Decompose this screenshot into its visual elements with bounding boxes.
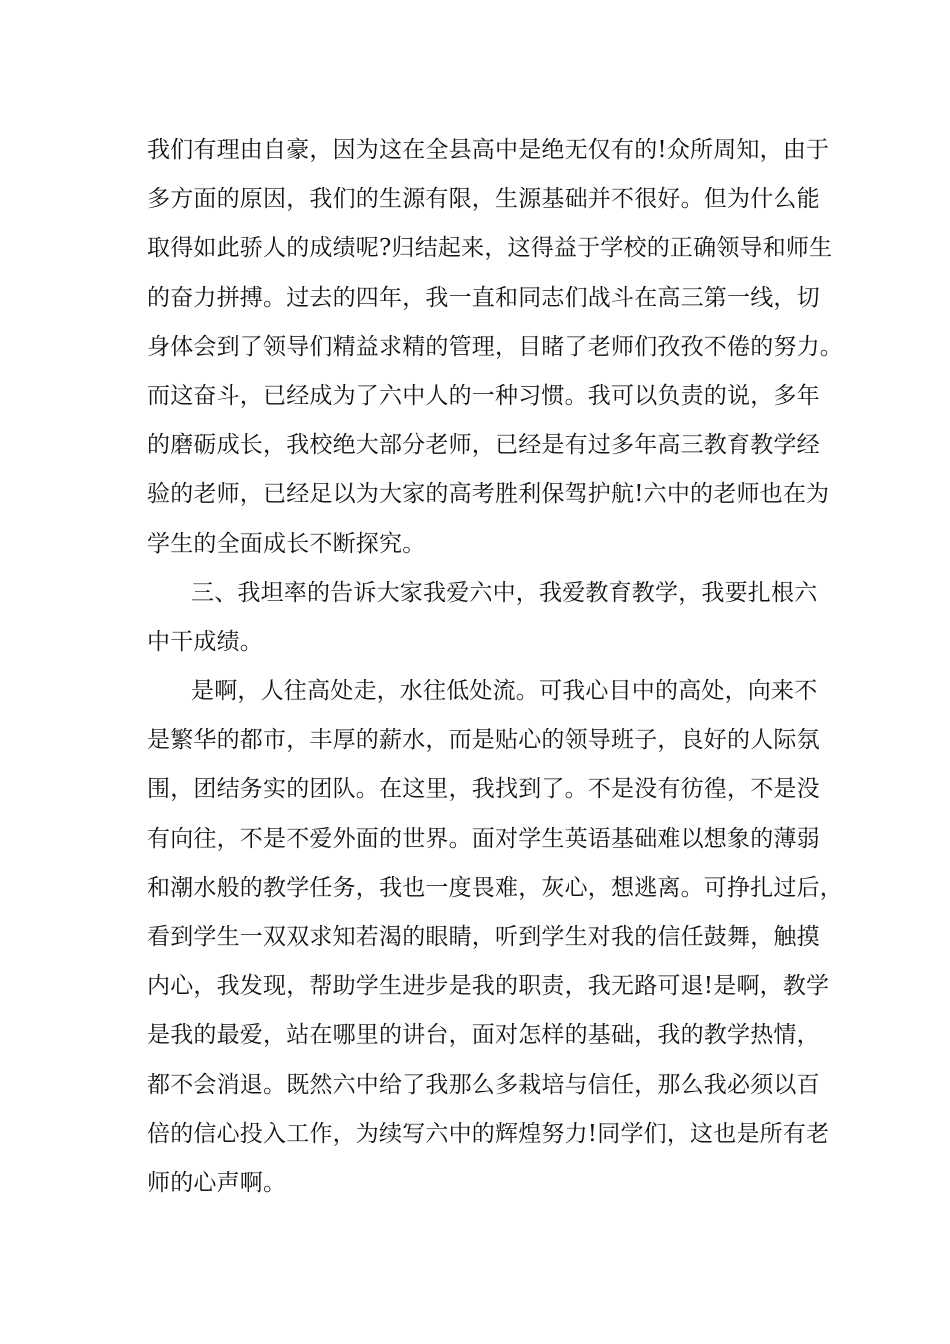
paragraph-line: 身体会到了领导们精益求精的管理，目睹了老师们孜孜不倦的努力。 (147, 333, 843, 360)
paragraph-line: 中干成绩。 (147, 628, 263, 655)
document-body (147, 126, 843, 1208)
paragraph-line: 师的心声啊。 (147, 1169, 287, 1196)
paragraph-line: 是啊，人往高处走，水往低处流。可我心目中的高处，向来不 (191, 678, 818, 705)
paragraph-1 (147, 126, 843, 569)
paragraph-line: 取得如此骄人的成绩呢?归结起来，这得益于学校的正确领导和师生 (147, 235, 833, 262)
paragraph-2-section-heading (147, 569, 818, 667)
paragraph-line: 的磨砺成长，我校绝大部分老师，已经是有过多年高三教育教学经 (147, 432, 820, 459)
paragraph-line: 倍的信心投入工作，为续写六中的辉煌努力!同学们，这也是所有老 (147, 1120, 830, 1147)
paragraph-line: 多方面的原因，我们的生源有限，生源基础并不很好。但为什么能 (147, 186, 820, 213)
paragraph-line: 有向往，不是不爱外面的世界。面对学生英语基础难以想象的薄弱 (147, 825, 820, 852)
paragraph-line: 验的老师，已经足以为大家的高考胜利保驾护航!六中的老师也在为 (147, 481, 830, 508)
paragraph-line: 是我的最爱，站在哪里的讲台，面对怎样的基础，我的教学热情， (147, 1022, 820, 1049)
paragraph-line: 看到学生一双双求知若渴的眼睛，听到学生对我的信任鼓舞，触摸 (147, 924, 820, 950)
paragraph-line: 我们有理由自豪，因为这在全县高中是绝无仅有的!众所周知，由于 (147, 137, 830, 163)
paragraph-line: 三、我坦率的告诉大家我爱六中，我爱教育教学，我要扎根六 (191, 579, 818, 606)
paragraph-line: 而这奋斗，已经成为了六中人的一种习惯。我可以负责的说，多年 (147, 382, 820, 409)
paragraph-line: 内心，我发现，帮助学生进步是我的职责，我无路可退!是啊，教学 (147, 973, 830, 1000)
paragraph-line: 学生的全面成长不断探究。 (147, 530, 426, 557)
paragraph-line: 都不会消退。既然六中给了我那么多栽培与信任，那么我必须以百 (147, 1071, 820, 1098)
paragraph-line: 围，团结务实的团队。在这里，我找到了。不是没有彷徨，不是没 (147, 776, 820, 803)
paragraph-line: 是繁华的都市，丰厚的薪水，而是贴心的领导班子，良好的人际氛 (147, 727, 820, 754)
paragraph-line: 和潮水般的教学任务，我也一度畏难，灰心，想逃离。可挣扎过后， (147, 874, 843, 901)
paragraph-line: 的奋力拼搏。过去的四年，我一直和同志们战斗在高三第一线，切 (147, 284, 820, 311)
paragraph-3 (147, 667, 843, 1208)
